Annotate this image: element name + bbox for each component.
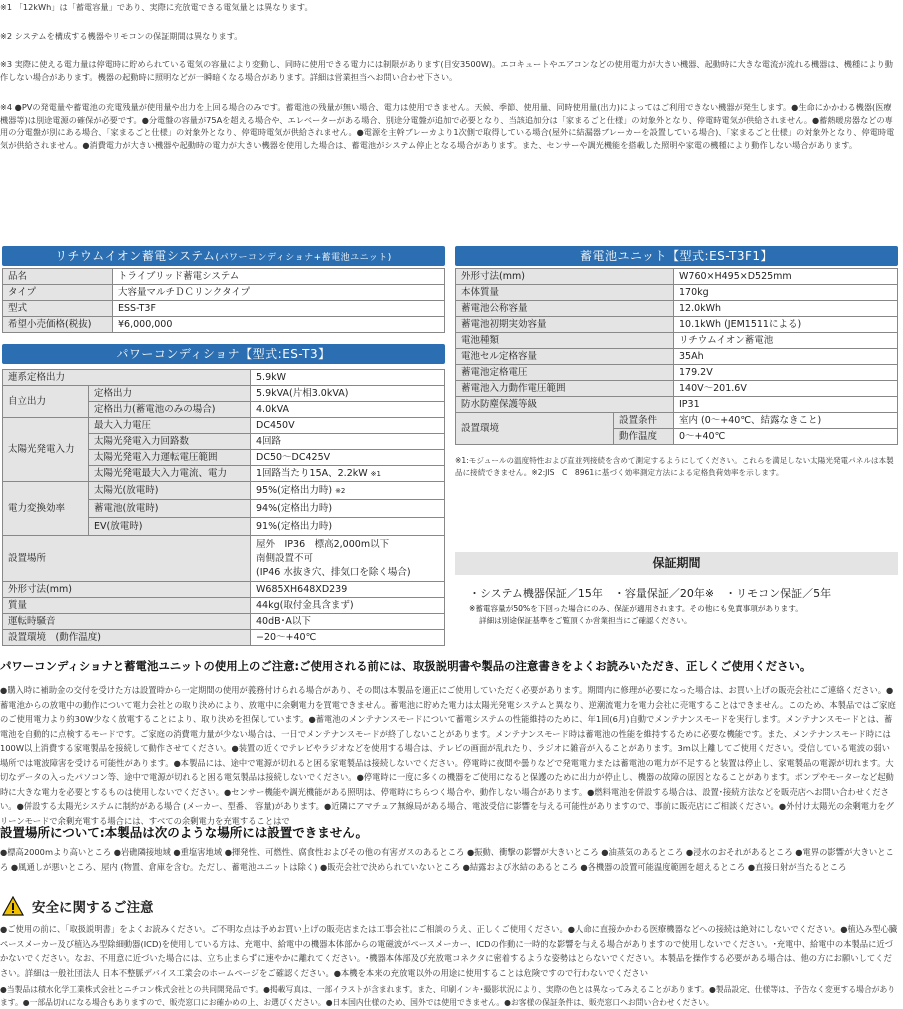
table-row: 動作温度 0～+40℃ <box>456 429 898 445</box>
warranty-note-1: ※蓄電容量が50%を下回った場合にのみ、保証が適用されます。その他にも免責事項があります。 <box>469 604 803 613</box>
table-row: 防水防塵保護等級 IP31 <box>456 397 898 413</box>
table-row: 電池種類 リチウムイオン蓄電池 <box>456 333 898 349</box>
table-row: タイプ 大容量マルチＤＣリンクタイプ <box>3 285 445 301</box>
table-row: 蓄電池定格電圧 179.2V <box>456 365 898 381</box>
table-row: 外形寸法(mm) W760×H495×D525mm <box>456 269 898 285</box>
warranty-box <box>455 552 898 638</box>
system-header <box>2 246 445 266</box>
safety-title: 安全に関するご注意 <box>32 900 154 916</box>
table-row: 希望小売価格(税抜) ¥6,000,000 <box>3 317 445 333</box>
table-row: 電池セル定格容量 35Ah <box>456 349 898 365</box>
place-text: ●標高2000mより高いところ ●岩礁隣接地域 ●重塩害地域 ●揮発性、可燃性、腐食性およびその他の有害ガスのあるところ ●振動、衝撃の影響が大きいところ ●油蒸気のあるところ ●浸水のおそれがあるところ ●電界の影響が大きいところ ●風通しが悪いところ、屋内 (物置、倉庫を含む。ただし、蓄電池ユニットは除く) ●販売会社で決められていないところ ●結露および氷結のあるところ ●各機器の設置可能温度範囲を超えるところ ●直接日射が当たるところ <box>0 847 894 872</box>
table-row: 設置環境 (動作温度) −20～+40℃ <box>3 630 445 646</box>
table-row: 連系定格出力 5.9kW <box>3 370 445 386</box>
pcs-header: パワーコンディショナ【型式:ES-T3】 <box>2 344 445 364</box>
table-row: 運転時騒音 40dB･A以下 <box>3 614 445 630</box>
table-row: 太陽光発電入力回路数 4回路 <box>3 434 445 450</box>
battery-table <box>455 268 898 445</box>
place-title: 設置場所について:本製品は次のような場所には設置できません。 <box>0 825 369 840</box>
table-row: 太陽光発電最大入力電流、電力 1回路当たり15A、2.2kW ※1 <box>3 466 445 482</box>
footnote-mark: ※2 <box>335 486 346 495</box>
footnote-mark: ※1 <box>370 469 381 478</box>
caution-text: ●購入時に補助金の交付を受けた方は設置時から一定期間の使用が義務付けられる場合があり、その間は本製品を適正にご使用していただく必要があります。期間内に修理が必要になった場合は、お買い上げの販売会社にご連絡ください。●蓄電池からの放電中の動作について電力会社との取り決めにより、放電中に余剰電力を買電できません。蓄電池に貯めた電力は太陽光発電システムと異なり、逆潮流電力を電力会社に売電することはできません。このため、本製品ではご家庭のご使用電力より約30W少なく放電することにより、取り決めを担保しています。●蓄電池のメンテナンスモードについて蓄電システムの性能維持のために、年1回(6月)自動でメンテナンスモードを実行します。メンテナンスモードとは、蓄電池を自動的に点検するモードです。ご家庭の消費電力量が少ない場合は、一日でメンテナンスモードが終了しないことがあります。メンテナンスモード時は蓄電池の性能を維持するために必要な機能です。また、メンテナンスモード時には100W以上消費する家電製品を接続して動作させてください。●装置の近くでテレビやラジオなどを使用する場合は、テレビの画面が乱れたり、ラジオに雑音が入ることがあります。3m以上離してご使用ください。受信している電波の弱い場所では電波障害を受ける可能性があります。●本製品には、途中で電源が切れると困る家電製品は接続しないでください。停電時に夜間や曇りなどで発電電力または蓄電池の電力が不足すると装置は停止し、家電製品の電源が切れます。大切なデータの入ったパソコン等、途中で電源が切れると困る電気製品は接続しないでください。●停電時に一度に多くの機器をご使用になると保護のために出力が停止し、機器の故障の原因となることがあります。ポンプやモーターなど起動時に大きな電力を必要とするものは使用しないでください。●センサー機能や調光機能がある照明は、停電時にちらつく場合や、動作しない場合があります。●燃料電池を併設する場合は、設置･接続方法などを販売店へお問い合わせください。●併設する太陽光システムに制約がある場合 (メーカー、型番、 容量)があります。●近隣にアマチュア無線局がある場合、電波受信に影響を与える可能性がありますので、事前に販売店にご相談ください。●外付け太陽光の余剰電力をグリーンモードで余剰充電する場合には、すべての余剰電力を充電することはで <box>0 685 896 826</box>
footer-note: ●当製品は積水化学工業株式会社とニチコン株式会社との共同開発品です。●掲載写真は、一部イラストが含まれます。また、印刷インキ･撮影状況により、実際の色とは異なってみえることがあります。●製品設定、仕様等は、予告なく変更する場合があります。●一部品切れになる場合もありますので、販売窓口にお確かめの上、お選びください。●日本国内仕様のため、国外では使用できません。●お客様の保証条件は、販売窓口へお問い合わせください。 <box>0 985 896 1007</box>
system-table <box>2 268 445 333</box>
table-row: 外形寸法(mm) W685XH648XD239 <box>3 582 445 598</box>
note-4: ※4 ●PVの発電量や蓄電池の充電残量が使用量や出力を上回る場合のみです。蓄電池の残量が無い場合、電力は使用できません。天候、季節、使用量、同時使用量(出力)によってはご利用できない機器が発生します。●生命にかかわる機器(医療機器等)は別途電源の確保が必要です。●分電盤の容量が75Aを超える場合や、エレベーターがある場合、別途分電盤が追加で必要となり、当該追加分は「家まるごと仕様」の対象外となり、停電時電気が供給されません。●蓄熱暖房器などの専用の分電盤が別にある場合、「家まるごと仕様」の対象外となり、停電時電気が供給されません。●電源を主幹ブレーカより1次側で取得している場合(屋外に結漏器ブレーカーを設置している場合)、「家まるごと仕様」の対象外となり、停電時電気が供給されません。●消費電力が大きい機器や起動時の電力が大きい機器を使用した場合は、蓄電池がシステム停止となる場合があります。また、センサーや調光機能を搭載した照明や家電の機種により動作しない場合があります。 <box>0 102 895 150</box>
warning-icon <box>2 896 24 916</box>
caution-title: パワーコンディショナと蓄電池ユニットの使用上のご注意:ご使用される前には、取扱説明書や製品の注意書きをよくお読みいただき、正しくご使用ください。 <box>0 659 812 673</box>
table-row: 太陽光発電入力 最大入力電圧 DC450V <box>3 418 445 434</box>
battery-note: ※1:モジュールの温度特性および直並列接続を含めて測定するようにしてください。これらを満足しない太陽光発電パネルは本製品に接続できません。※2:JIS C 8961に基づく効率測定方法による定格負荷効率を示します。 <box>455 456 894 477</box>
table-row: 質量 44kg(取付金具含まず) <box>3 598 445 614</box>
battery-header: 蓄電池ユニット【型式:ES-T3F1】 <box>455 246 898 266</box>
table-row: 蓄電池初期実効容量 10.1kWh (JEM1511による) <box>456 317 898 333</box>
table-row: EV(放電時) 91%(定格出力時) <box>3 518 445 536</box>
table-row: 品名 トライブリッド蓄電システム <box>3 269 445 285</box>
table-row: 蓄電池(放電時) 94%(定格出力時) <box>3 500 445 518</box>
place-line-3: (IP46 水抜き穴、排気口を除く場合) <box>256 566 411 578</box>
table-row: 型式 ESS-T3F <box>3 301 445 317</box>
safety-heading <box>2 895 154 917</box>
warranty-line: ・システム機器保証／15年 ・容量保証／20年※ ・リモコン保証／5年 <box>469 587 832 600</box>
cell-value: 95%(定格出力時) <box>256 484 333 496</box>
table-row: 蓄電池入力動作電圧範囲 140V～201.6V <box>456 381 898 397</box>
warranty-header: 保証期間 <box>455 552 898 575</box>
place-line-1: 屋外 IP36 標高2,000m以下 <box>256 538 390 550</box>
cell-value: 1回路当たり15A、2.2kW <box>256 467 368 479</box>
system-header-sub: (パワーコンディショナ+蓄電池ユニット) <box>215 253 392 263</box>
table-row: 設置環境 設置条件 室内 (0～+40℃、結露なきこと) <box>456 413 898 429</box>
table-row: 定格出力(蓄電池のみの場合) 4.0kVA <box>3 402 445 418</box>
table-row: 設置場所 屋外 IP36 標高2,000m以下 南側設置不可 (IP46 水抜き穴、排気口を除く場合) <box>3 536 445 582</box>
safety-text: ●ご使用の前に、「取扱説明書」をよくお読みください。ご不明な点は予めお買い上げの販売店または工事会社にご相談のうえ、正しくご使用ください。●人命に直接かかわる医療機器などへの接続は絶対にしないでください。●植込み型心臓ペースメーカー及び植込み型除細動器(ICD)を使用している方は、充電中、給電中の機器本体部からの電磁波がペースメーカー、ICDの作動に一時的な影響を与える場合がありますので使用しないでください。･充電中、給電中の本製品に近づかないでください。なお、不用意に近づいた場合には、立ち止まらずに速やかに離れてください。･機器本体部及び充放電コネクタに密着するような姿勢はとらないでください。本製品を操作する必要がある場合は、他の方にお願いしてください。詳細は一般社団法人 日本不整脈デバイス工業会のホームページをご確認ください。●本機を本来の充放電以外の用途に使用することは危険ですので行わないでください <box>0 924 898 978</box>
table-row: 自立出力 定格出力 5.9kVA(片相3.0kVA) <box>3 386 445 402</box>
note-3: ※3 実際に使える電力量は停電時に貯められている電気の容量により変動し、同時に使用できる電力には制限があります(目安3500W)。エコキュートやエアコンなどの使用電力が大きい機器、起動時に大きな電流が流れる機器は、機種により動作しない場合があります。機器の起動時に照明などが一瞬暗くなる場合があります。詳細は営業担当へお問い合わせ下さい。 <box>0 59 893 82</box>
pcs-table <box>2 369 445 646</box>
table-row: 蓄電池公称容量 12.0kWh <box>456 301 898 317</box>
warranty-note-2: 詳細は別途保証基準をご覧頂くか営業担当にご確認ください。 <box>479 616 692 625</box>
system-header-title: リチウムイオン蓄電システム <box>55 249 216 263</box>
note-1: ※1 「12kWh」は「蓄電容量」であり、実際に充放電できる電気量とは異なります。 <box>0 2 313 12</box>
place-line-2: 南側設置不可 <box>256 552 314 564</box>
table-row: 電力変換効率 太陽光(放電時) 95%(定格出力時) ※2 <box>3 482 445 500</box>
note-2: ※2 システムを構成する機器やリモコンの保証期間は異なります。 <box>0 31 243 41</box>
table-row: 本体質量 170kg <box>456 285 898 301</box>
table-row: 太陽光発電入力運転電圧範囲 DC50～DC425V <box>3 450 445 466</box>
